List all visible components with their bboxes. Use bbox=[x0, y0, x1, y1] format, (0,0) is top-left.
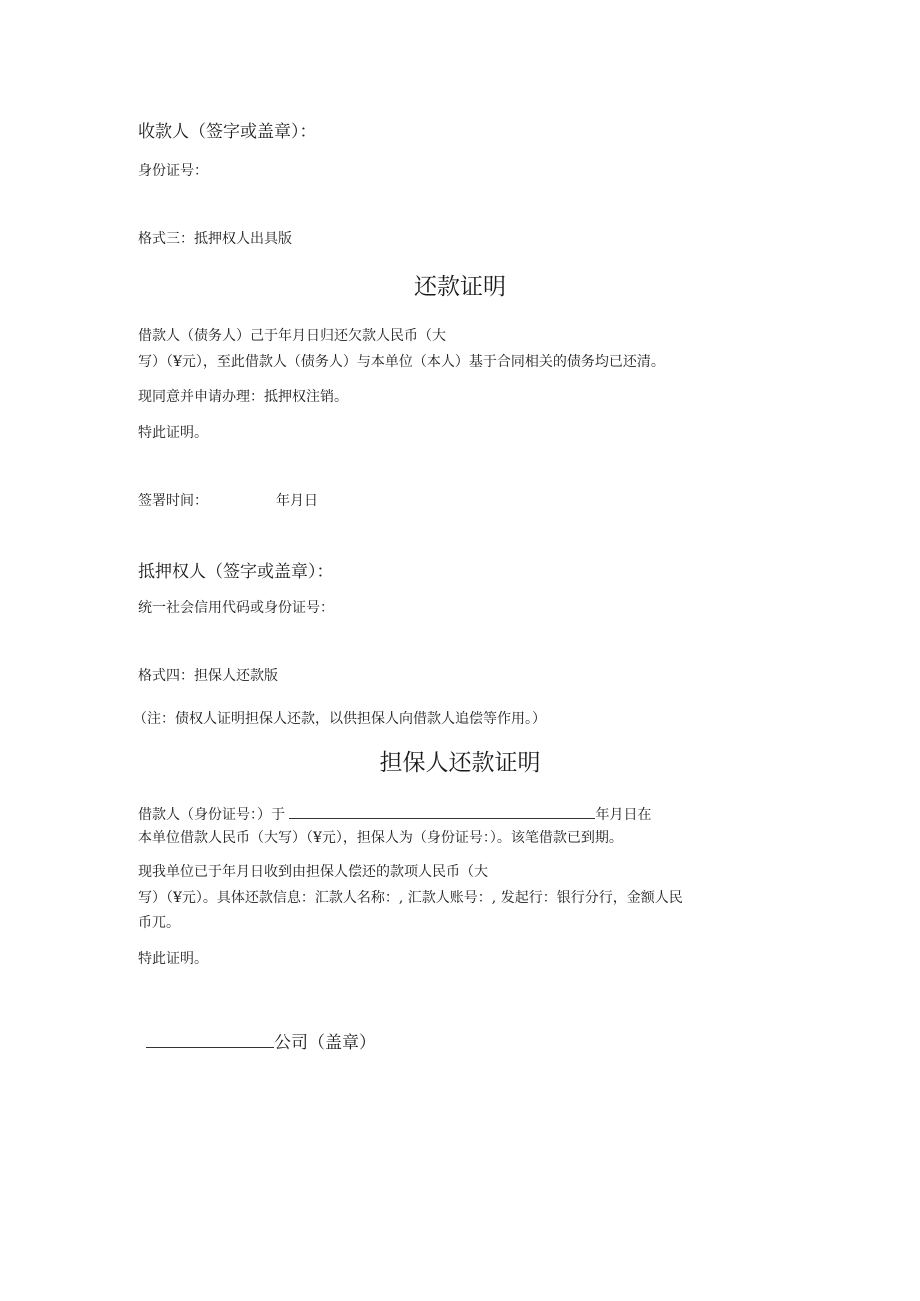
paragraph-line: 现我单位已于年月日收到由担保人偿还的款项人民币（大 bbox=[138, 864, 488, 880]
blank-underline bbox=[146, 1031, 274, 1048]
paragraph-text: 年月日在 bbox=[595, 807, 652, 823]
mortgagee-signature-label: 抵押权人（签字或盖章）： bbox=[138, 562, 334, 582]
blank-underline bbox=[289, 804, 595, 819]
repayment-certificate-title: 还款证明 bbox=[414, 274, 506, 300]
paragraph-line: 本单位借款人民币（大写）（¥元），担保人为（身份证号：）。该笔借款已到期。 bbox=[138, 830, 623, 846]
company-seal-label: 公司（盖章） bbox=[274, 1033, 376, 1053]
format-four-heading: 格式四：担保人还款版 bbox=[138, 668, 278, 684]
receiver-id-label: 身份证号： bbox=[138, 163, 208, 179]
credit-code-label: 统一社会信用代码或身份证号： bbox=[138, 600, 334, 616]
sign-time-date: 年月日 bbox=[276, 493, 318, 509]
paragraph-line bbox=[138, 804, 651, 824]
paragraph-line: 写）（¥元），至此借款人（债务人）与本单位（本人）基于合同相关的债务均已还清。 bbox=[138, 354, 665, 370]
paragraph-line: 现同意并申请办理：抵押权注销。 bbox=[138, 389, 348, 405]
receiver-signature-label: 收款人（签字或盖章）： bbox=[138, 122, 317, 142]
note-text: （注：债权人证明担保人还款，以供担保人向借款人追偿等作用。） bbox=[133, 711, 546, 727]
paragraph-text: 借款人（身份证号：）于 bbox=[138, 807, 285, 823]
paragraph-line: 特此证明。 bbox=[138, 425, 208, 441]
paragraph-line: 币兀。 bbox=[138, 915, 180, 931]
paragraph-line: 特此证明。 bbox=[138, 951, 208, 967]
sign-time-label: 签署时间： bbox=[138, 493, 208, 509]
company-seal-line bbox=[146, 1031, 376, 1054]
format-three-heading: 格式三：抵押权人出具版 bbox=[138, 231, 292, 247]
guarantor-certificate-title: 担保人还款证明 bbox=[379, 750, 541, 776]
paragraph-line: 写）（¥元）。具体还款信息：汇款人名称：, 汇款人账号：, 发起行：银行分行，金额人民 bbox=[138, 890, 683, 906]
paragraph-line: 借款人（债务人）己于年月日归还欠款人民币（大 bbox=[138, 328, 446, 344]
